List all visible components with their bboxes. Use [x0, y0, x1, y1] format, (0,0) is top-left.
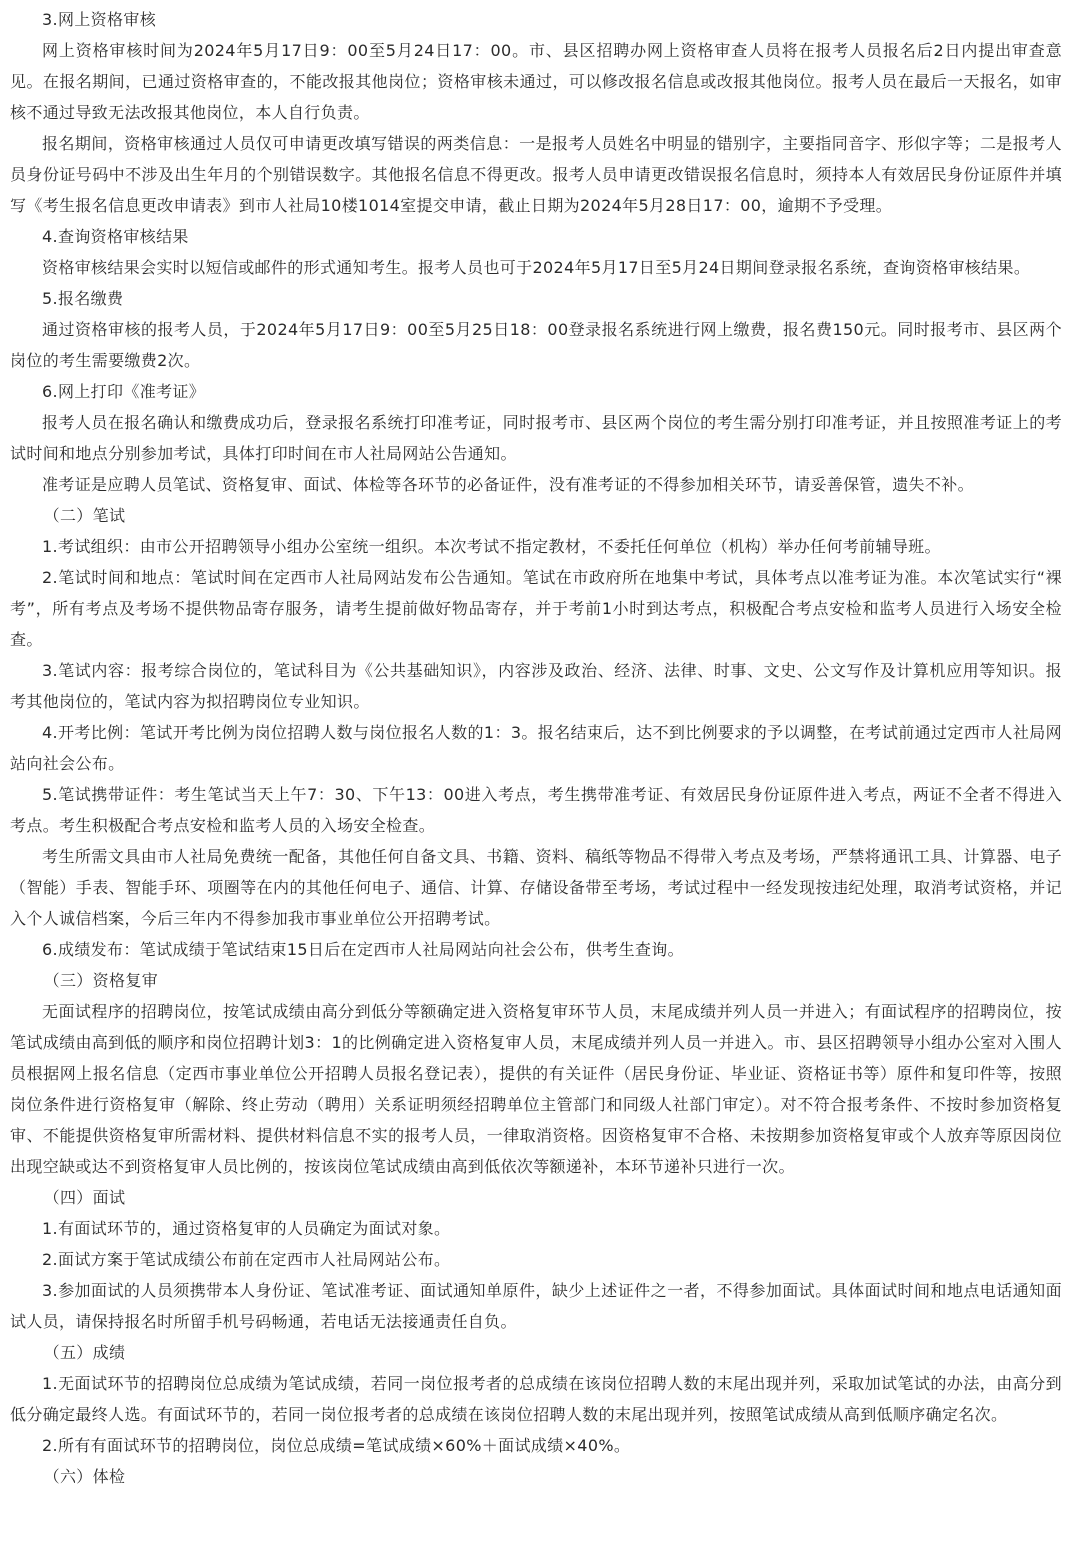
- section-heading-qualification-recheck: （三）资格复审: [43, 971, 159, 990]
- paragraph: 6.成绩发布：笔试成绩于笔试结束15日后在定西市人社局网站向社会公布，供考生查询。: [42, 940, 684, 959]
- paragraph: 考生所需文具由市人社局免费统一配备，其他任何自备文具、书籍、资料、稿纸等物品不得带入考点及考场，严禁将通讯工具、计算器、电子（智能）手表、智能手环、项圈等在内的其他任何电子、通信、计算、存储设备带至考场，考试过程中一经发现按违纪处理，取消考试资格，并记入个人诚信档案，今后三年内不得参加我市事业单位公开招聘考试。: [10, 847, 1062, 928]
- heading-query-review-result: 4.查询资格审核结果: [42, 227, 189, 246]
- paragraph: 2.面试方案于笔试成绩公布前在定西市人社局网站公布。: [42, 1250, 451, 1269]
- section-heading-physical-exam: （六）体检: [43, 1467, 126, 1486]
- section-heading-written-exam: （二）笔试: [43, 506, 126, 525]
- paragraph: 1.无面试环节的招聘岗位总成绩为笔试成绩，若同一岗位报考者的总成绩在该岗位招聘人数的末尾出现并列，采取加试笔试的办法，由高分到低分确定最终人选。有面试环节的，若同一岗位报考者的总成绩在该岗位招聘人数的末尾出现并列，按照笔试成绩从高到低顺序确定名次。: [10, 1374, 1062, 1424]
- heading-online-qualification-review: 3.网上资格审核: [42, 10, 157, 29]
- section-heading-interview: （四）面试: [43, 1188, 126, 1207]
- paragraph: 无面试程序的招聘岗位，按笔试成绩由高分到低分等额确定进入资格复审环节人员，末尾成绩并列人员一并进入；有面试程序的招聘岗位，按笔试成绩由高到低的顺序和岗位招聘计划3：1的比例确定进入资格复审人员，末尾成绩并列人员一并进入。市、县区招聘领导小组办公室对入围人员根据网上报名信息（定西市事业单位公开招聘人员报名登记表），提供的有关证件（居民身份证、毕业证、资格证书等）原件和复印件等，按照岗位条件进行资格复审（解除、终止劳动（聘用）关系证明须经招聘单位主管部门和同级人社部门审定）。对不符合报考条件、不按时参加资格复审、不能提供资格复审所需材料、提供材料信息不实的报考人员，一律取消资格。因资格复审不合格、未按期参加资格复审或个人放弃等原因岗位出现空缺或达不到资格复审人员比例的，按该岗位笔试成绩由高到低依次等额递补，本环节递补只进行一次。: [10, 1002, 1062, 1176]
- paragraph: 3.笔试内容：报考综合岗位的，笔试科目为《公共基础知识》，内容涉及政治、经济、法律、时事、文史、公文写作及计算机应用等知识。报考其他岗位的，笔试内容为拟招聘岗位专业知识。: [10, 661, 1062, 711]
- paragraph: 5.笔试携带证件：考生笔试当天上午7：30、下午13：00进入考点，考生携带准考证、有效居民身份证原件进入考点，两证不全者不得进入考点。考生积极配合考点安检和监考人员的入场安全检查。: [10, 785, 1062, 835]
- paragraph: 报名期间，资格审核通过人员仅可申请更改填写错误的两类信息：一是报考人员姓名中明显的错别字，主要指同音字、形似字等；二是报考人员身份证号码中不涉及出生年月的个别错误数字。其他报名信息不得更改。报考人员申请更改错误报名信息时，须持本人有效居民身份证原件并填写《考生报名信息更改申请表》到市人社局10楼1014室提交申请，截止日期为2024年5月28日17：00，逾期不予受理。: [10, 134, 1062, 215]
- paragraph: 通过资格审核的报考人员，于2024年5月17日9：00至5月25日18：00登录报名系统进行网上缴费，报名费150元。同时报考市、县区两个岗位的考生需要缴费2次。: [10, 320, 1062, 370]
- paragraph: 2.所有有面试环节的招聘岗位，岗位总成绩=笔试成绩×60%＋面试成绩×40%。: [42, 1436, 631, 1455]
- paragraph: 3.参加面试的人员须携带本人身份证、笔试准考证、面试通知单原件，缺少上述证件之一者，不得参加面试。具体面试时间和地点电话通知面试人员，请保持报名时所留手机号码畅通，若电话无法接通责任自负。: [10, 1281, 1062, 1331]
- paragraph: 资格审核结果会实时以短信或邮件的形式通知考生。报考人员也可于2024年5月17日至5月24日期间登录报名系统，查询资格审核结果。: [42, 258, 1031, 277]
- paragraph: 准考证是应聘人员笔试、资格复审、面试、体检等各环节的必备证件，没有准考证的不得参加相关环节，请妥善保管，遗失不补。: [42, 475, 974, 494]
- paragraph: 网上资格审核时间为2024年5月17日9：00至5月24日17：00。市、县区招聘办网上资格审查人员将在报考人员报名后2日内提出审查意见。在报名期间，已通过资格审查的，不能改报其他岗位；资格审核未通过，可以修改报名信息或改报其他岗位。报考人员在最后一天报名，如审核不通过导致无法改报其他岗位，本人自行负责。: [10, 41, 1062, 122]
- heading-print-admission-ticket: 6.网上打印《准考证》: [42, 382, 206, 401]
- paragraph: 1.有面试环节的，通过资格复审的人员确定为面试对象。: [42, 1219, 451, 1238]
- paragraph: 报考人员在报名确认和缴费成功后，登录报名系统打印准考证，同时报考市、县区两个岗位的考生需分别打印准考证，并且按照准考证上的考试时间和地点分别参加考试，具体打印时间在市人社局网站公告通知。: [10, 413, 1062, 463]
- heading-registration-payment: 5.报名缴费: [42, 289, 124, 308]
- paragraph: 4.开考比例：笔试开考比例为岗位招聘人数与岗位报名人数的1：3。报名结束后，达不到比例要求的予以调整，在考试前通过定西市人社局网站向社会公布。: [10, 723, 1062, 773]
- section-heading-scores: （五）成绩: [43, 1343, 126, 1362]
- paragraph: 2.笔试时间和地点：笔试时间在定西市人社局网站发布公告通知。笔试在市政府所在地集中考试，具体考点以准考证为准。本次笔试实行“裸考”，所有考点及考场不提供物品寄存服务，请考生提前做好物品寄存，并于考前1小时到达考点，积极配合考点安检和监考人员进行入场安全检查。: [10, 568, 1062, 649]
- paragraph: 1.考试组织：由市公开招聘领导小组办公室统一组织。本次考试不指定教材，不委托任何单位（机构）举办任何考前辅导班。: [42, 537, 941, 556]
